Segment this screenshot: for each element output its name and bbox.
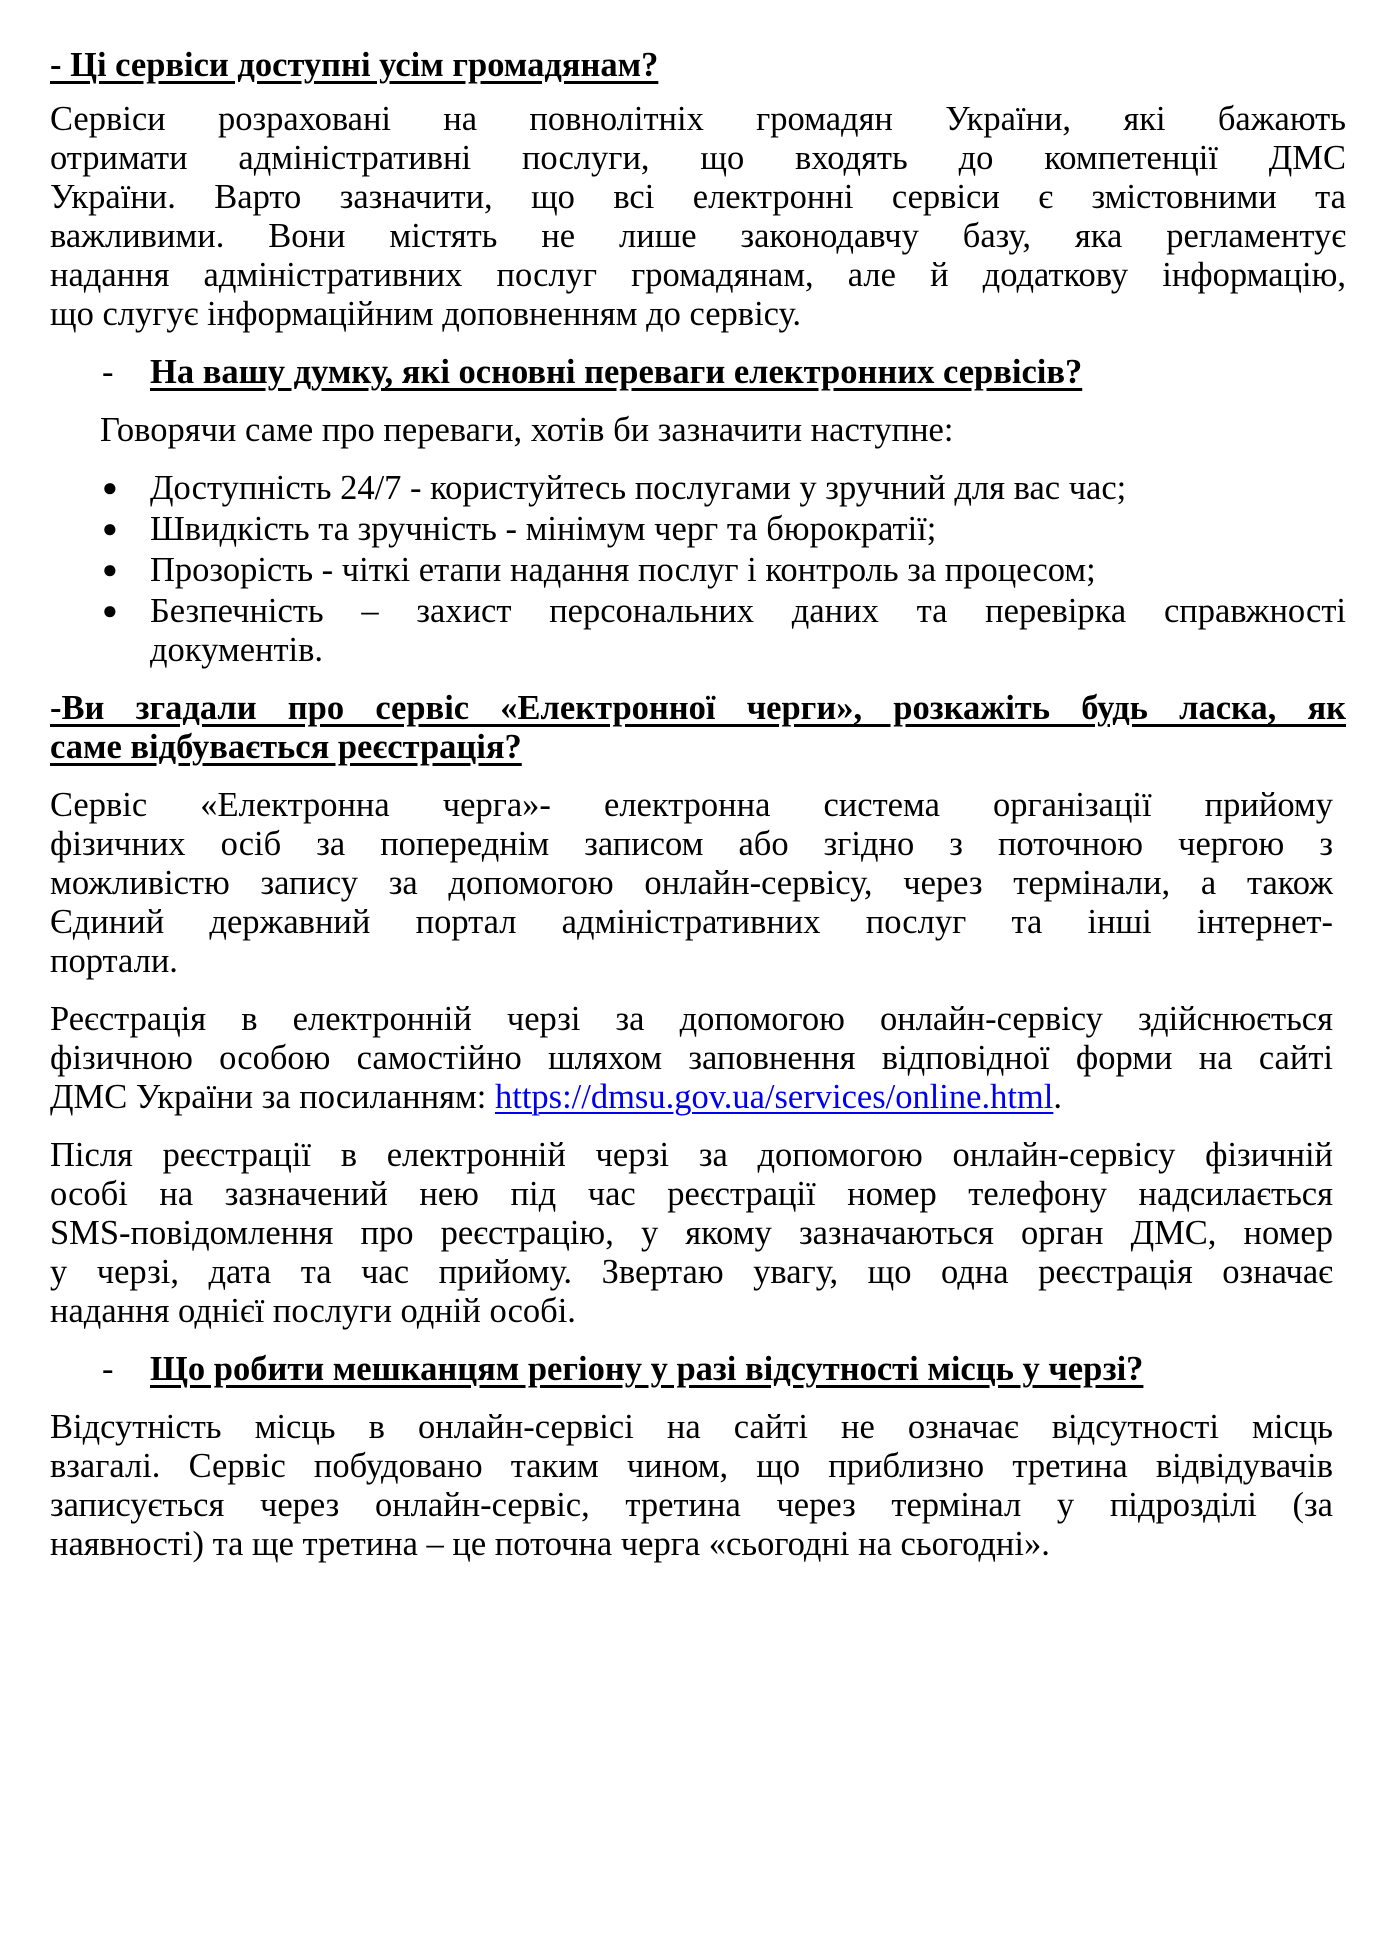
paragraph-line: що слугує інформаційним доповненням до сервісу. [50,295,801,333]
section-heading-availability: - Ці сервіси доступні усім громадянам? [50,46,659,84]
paragraph-line: фізичних осіб за попереднім записом або згідно з поточною чергою з [50,825,1333,863]
paragraph-line: отримати адміністративні послуги, що входять до компетенції ДМС [50,139,1346,177]
paragraph-line: України. Варто зазначити, що всі електронні сервіси є змістовними та [50,178,1346,216]
bullet-icon: ● [102,555,118,584]
list-item-continuation: документів. [150,631,324,669]
paragraph-line: Єдиний державний портал адміністративних послуг та інші інтернет- [50,903,1333,941]
bullet-icon: ● [102,514,118,543]
link-suffix: . [1053,1078,1062,1116]
dmsu-online-services-link[interactable]: https://dmsu.gov.ua/services/online.html [494,1078,1054,1116]
intro-text: Говорячи саме про переваги, хотів би зазначити наступне: [100,411,954,449]
paragraph-line: надання адміністративних послуг громадянам, але й додаткову інформацію, [50,256,1346,294]
paragraph-line: особі на зазначений нею під час реєстрації номер телефону надсилається [50,1175,1333,1213]
list-item: Доступність 24/7 - користуйтесь послугами у зручний для вас час; [150,469,1127,507]
paragraph-line: Відсутність місць в онлайн-сервісі на сайті не означає відсутності місць [50,1408,1333,1446]
section-heading-queue: -Ви згадали про сервіс «Електронної черги», розкажіть будь ласка, як [50,689,1346,727]
paragraph-line: важливими. Вони містять не лише законодавчу базу, яка регламентує [50,217,1346,255]
paragraph-line: записується через онлайн-сервіс, третина через термінал у підрозділі (за [50,1486,1333,1524]
section-heading-queue-cont: саме відбувається реєстрація? [50,728,522,766]
paragraph-line: фізичною особою самостійно шляхом заповнення відповідної форми на сайті [50,1039,1333,1077]
paragraph-line: взагалі. Сервіс побудовано таким чином, що приблизно третина відвідувачів [50,1447,1333,1485]
bullet-icon: ● [102,596,118,625]
paragraph-line: надання однієї послуги одній особі. [50,1292,576,1330]
paragraph-line: SMS-повідомлення про реєстрацію, у якому зазначаються орган ДМС, номер [50,1214,1333,1252]
paragraph-line: Після реєстрації в електронній черзі за допомогою онлайн-сервісу фізичній [50,1136,1333,1174]
paragraph-line-with-link [50,1077,1062,1117]
dash-marker: - [102,353,114,391]
dash-marker: - [102,1350,114,1388]
paragraph-line: портали. [50,942,178,980]
paragraph-line: Сервіси розраховані на повнолітніх громадян України, які бажають [50,100,1346,138]
link-prefix: ДМС України за посиланням: [50,1078,495,1116]
paragraph-line: Реєстрація в електронній черзі за допомогою онлайн-сервісу здійснюється [50,1000,1333,1038]
list-item: Швидкість та зручність - мінімум черг та бюрократії; [150,510,937,548]
list-item: Прозорість - чіткі етапи надання послуг і контроль за процесом; [150,551,1096,589]
bullet-icon: ● [102,473,118,502]
paragraph-line: Сервіс «Електронна черга»- електронна система організації прийому [50,786,1333,824]
paragraph-line: у черзі, дата та час прийому. Звертаю увагу, що одна реєстрація означає [50,1253,1333,1291]
paragraph-line: наявності) та ще третина – це поточна черга «сьогодні на сьогодні». [50,1525,1050,1563]
section-heading-no-slots: Що робити мешканцям регіону у разі відсутності місць у черзі? [150,1350,1144,1388]
list-item: Безпечність – захист персональних даних та перевірка справжності [150,592,1346,630]
paragraph-line: можливістю запису за допомогою онлайн-сервісу, через термінали, а також [50,864,1333,902]
section-heading-advantages: На вашу думку, які основні переваги електронних сервісів? [150,353,1083,391]
